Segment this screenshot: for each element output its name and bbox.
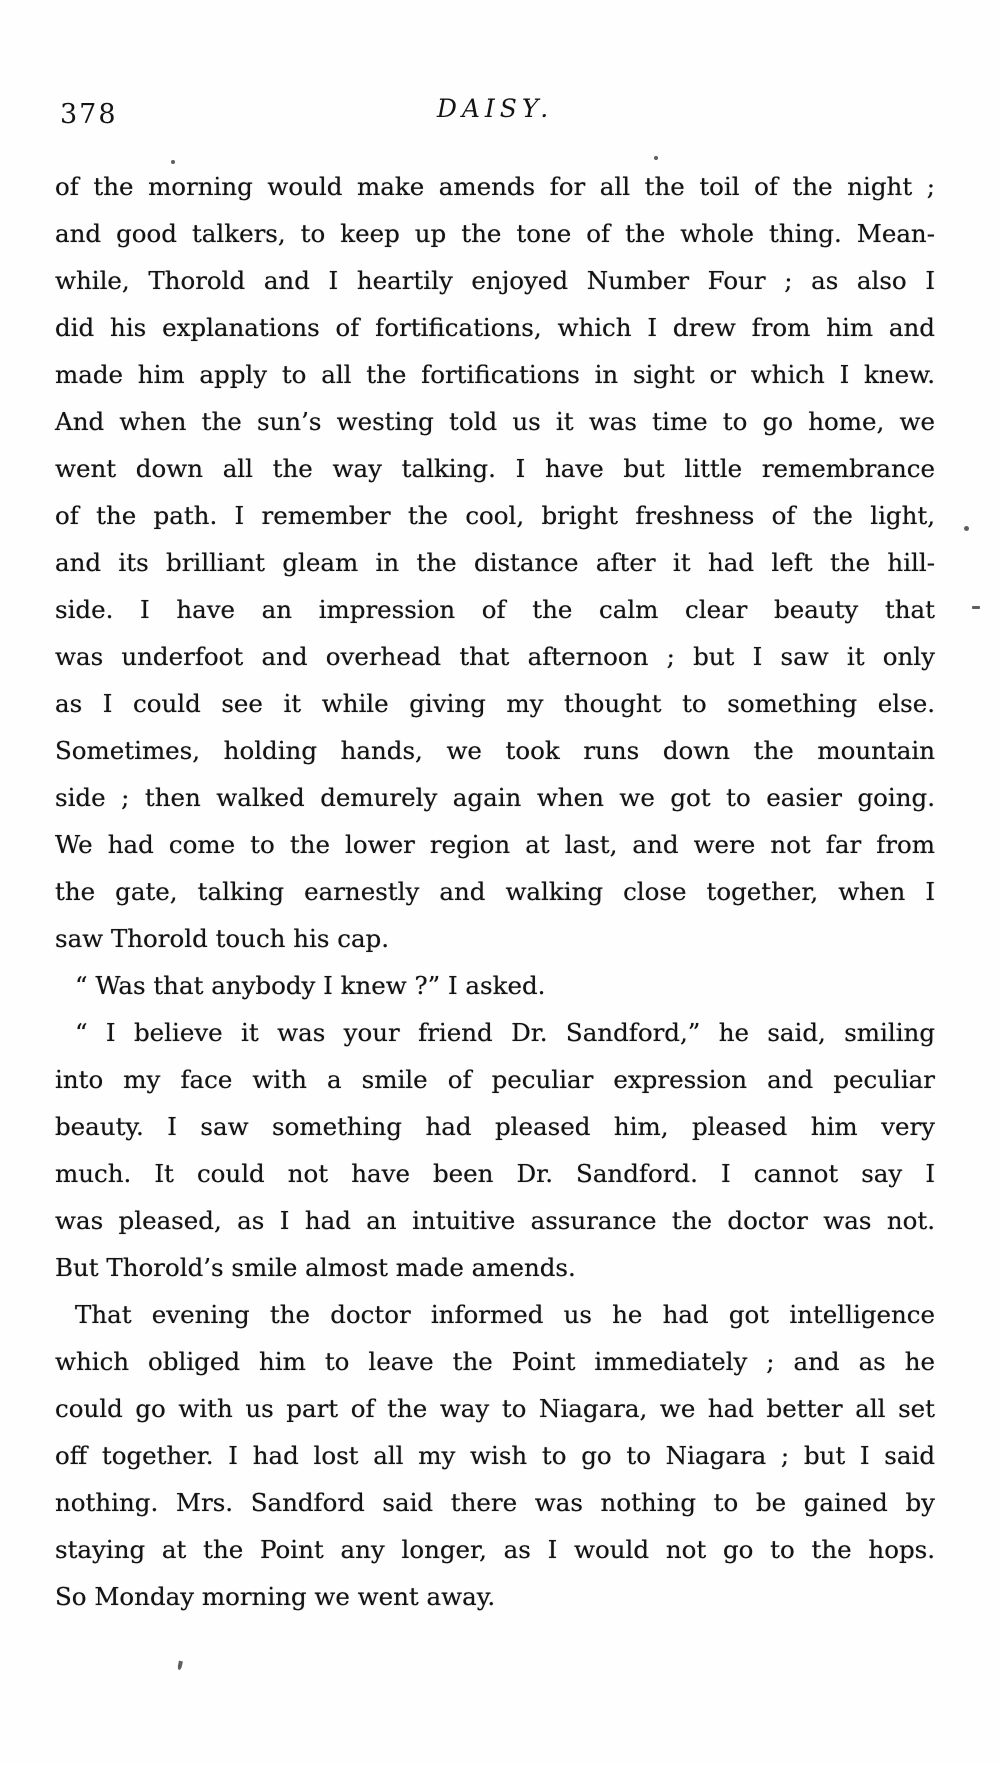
text-line: went down all the way talking. I have but little remembrance bbox=[55, 454, 935, 483]
text-line: much. It could not have been Dr. Sandford. I cannot say I bbox=[55, 1159, 935, 1188]
text-line: That evening the doctor informed us he had got intelligence bbox=[75, 1300, 935, 1329]
text-line: So Monday morning we went away. bbox=[55, 1582, 496, 1611]
text-line: was underfoot and overhead that afternoon ; but I saw it only bbox=[55, 642, 935, 671]
text-line: Sometimes, holding hands, we took runs down the mountain bbox=[55, 736, 935, 765]
text-line: did his explanations of fortifications, which I drew from him and bbox=[55, 313, 935, 342]
scan-speck bbox=[171, 160, 175, 164]
text-line: “ Was that anybody I knew ?” I asked. bbox=[75, 971, 546, 1000]
text-line: “ I believe it was your friend Dr. Sandford,” he said, smiling bbox=[75, 1018, 935, 1047]
text-line: and good talkers, to keep up the tone of the whole thing. Mean- bbox=[55, 219, 935, 248]
running-title: DAISY. bbox=[436, 94, 554, 123]
text-line: was pleased, as I had an intuitive assurance the doctor was not. bbox=[55, 1206, 935, 1235]
text-line: which obliged him to leave the Point immediately ; and as he bbox=[55, 1347, 935, 1376]
text-line: side. I have an impression of the calm clear beauty that bbox=[55, 595, 935, 624]
text-line: of the morning would make amends for all the toil of the night ; bbox=[55, 172, 935, 201]
scan-speck bbox=[177, 1661, 183, 1671]
text-line: as I could see it while giving my thought to something else. bbox=[55, 689, 935, 718]
text-line: and its brilliant gleam in the distance after it had left the hill- bbox=[55, 548, 935, 577]
page-number: 378 bbox=[60, 99, 118, 130]
text-line: But Thorold’s smile almost made amends. bbox=[55, 1253, 576, 1282]
text-line: the gate, talking earnestly and walking close together, when I bbox=[55, 877, 935, 906]
text-line: side ; then walked demurely again when we got to easier going. bbox=[55, 783, 935, 812]
scan-speck bbox=[654, 156, 658, 160]
text-line: could go with us part of the way to Niagara, we had better all set bbox=[55, 1394, 935, 1423]
text-line: nothing. Mrs. Sandford said there was nothing to be gained by bbox=[55, 1488, 935, 1517]
text-line: beauty. I saw something had pleased him, pleased him very bbox=[55, 1112, 935, 1141]
body-text bbox=[55, 163, 935, 1620]
text-line: We had come to the lower region at last, and were not far from bbox=[55, 830, 935, 859]
scan-speck bbox=[964, 526, 969, 531]
text-line: while, Thorold and I heartily enjoyed Number Four ; as also I bbox=[55, 266, 935, 295]
text-line: staying at the Point any longer, as I would not go to the hops. bbox=[55, 1535, 935, 1564]
text-line: made him apply to all the fortifications in sight or which I knew. bbox=[55, 360, 935, 389]
scan-speck bbox=[972, 606, 980, 609]
text-line: of the path. I remember the cool, bright freshness of the light, bbox=[55, 501, 935, 530]
text-line: saw Thorold touch his cap. bbox=[55, 924, 390, 953]
text-line: And when the sun’s westing told us it was time to go home, we bbox=[55, 407, 935, 436]
text-line: off together. I had lost all my wish to go to Niagara ; but I said bbox=[55, 1441, 935, 1470]
text-line: into my face with a smile of peculiar expression and peculiar bbox=[55, 1065, 935, 1094]
